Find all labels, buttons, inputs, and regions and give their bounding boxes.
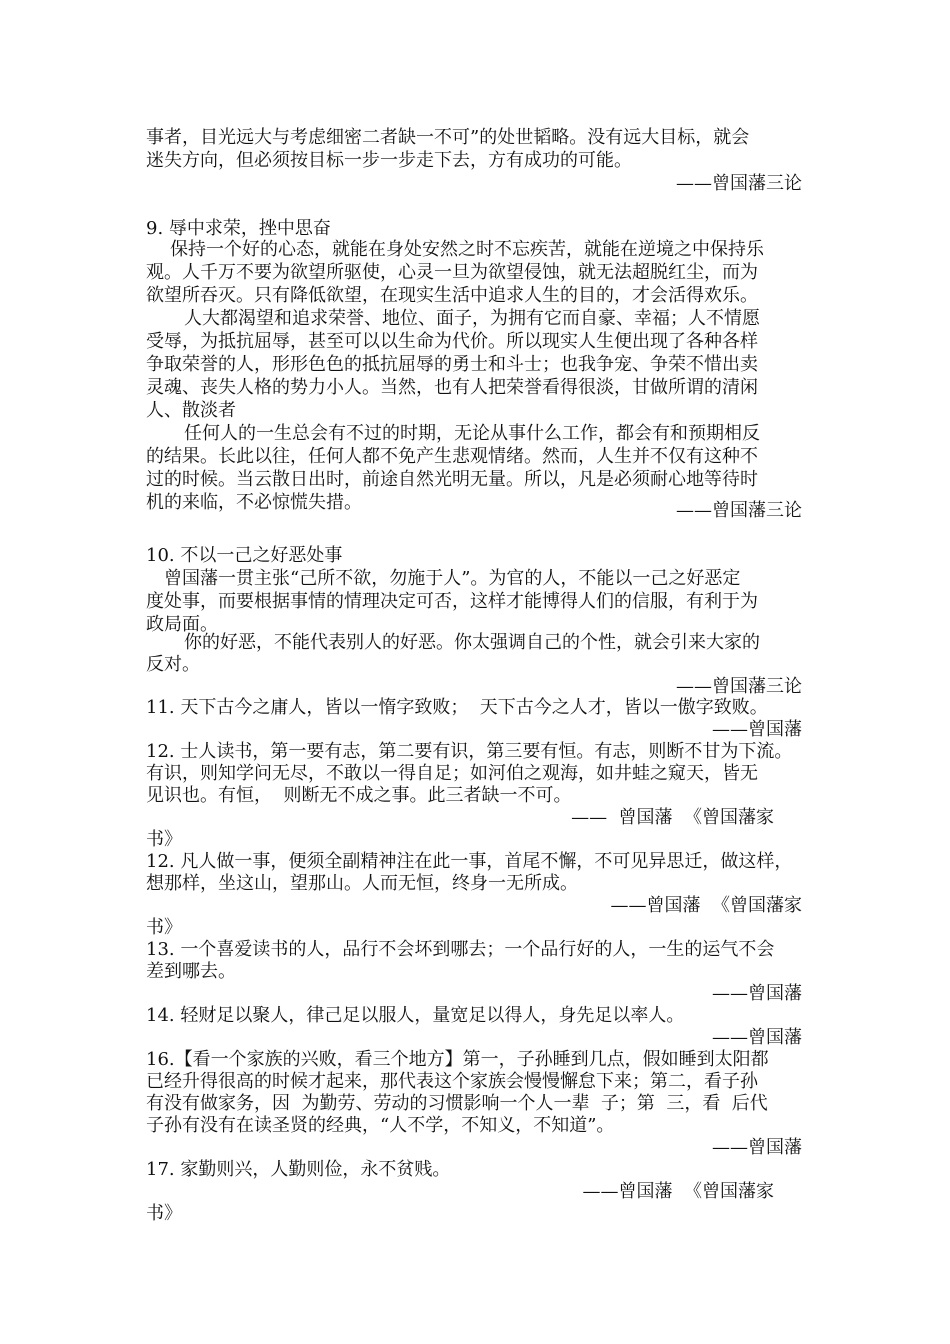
s11-line-1: 11. 天下古今之庸人，皆以一惰字致败； 天下古今之人才，皆以一傲字致败。	[146, 697, 768, 718]
s16-line-1: 16.【看一个家族的兴败，看三个地方】第一，子孙睡到几点，假如睡到太阳都	[146, 1049, 769, 1070]
s16-line-3: 有没有做家务，因 为勤劳、劳动的习惯影响一个人一辈 子；第 三，看 后代	[146, 1093, 768, 1114]
s9-p2-line-4: 灵魂、丧失人格的势力小人。当然，也有人把荣誉看得很淡，甘做所谓的清闲	[146, 377, 758, 398]
s9-p1-line-2: 观。人千万不要为欲望所驱使，心灵一旦为欲望侵蚀，就无法超脱红尘，而为	[146, 262, 758, 283]
s9-p3-line-2: 的结果。长此以往，任何人都不免产生悲观情绪。然而，人生并不仅有这种不	[146, 446, 758, 467]
s17-attribution-cont: 书》	[146, 1203, 182, 1224]
s12a-line-3: 见识也。有恒， 则断无不成之事。此三者缺一不可。	[146, 785, 572, 806]
s12b-line-2: 想那样，坐这山，望那山。人而无恒，终身一无所成。	[146, 873, 578, 894]
s12b-line-1: 12. 凡人做一事，便须全副精神注在此一事，首尾不懈，不可见异思迁，做这样，	[146, 851, 793, 872]
s8-line-1: 事者，目光远大与考虑细密二者缺一不可”的处世韬略。没有远大目标，就会	[146, 127, 750, 148]
s16-attribution: ——曾国藩	[712, 1137, 802, 1158]
s10-title: 10. 不以一己之好恶处事	[146, 545, 343, 566]
s10-attribution: ——曾国藩三论	[676, 676, 802, 697]
s9-p2-line-5: 人、散淡者	[146, 400, 236, 421]
s9-p1-line-3: 欲望所吞灭。只有降低欲望，在现实生活中追求人生的目的，才会活得欢乐。	[146, 285, 758, 306]
s9-p2-line-1: 人大都渴望和追求荣誉、地位、面子，为拥有它而自豪、幸福；人不情愿	[184, 308, 760, 329]
s10-p1-line-3: 政局面。	[146, 614, 218, 635]
s12b-attribution: ——曾国藩 《曾国藩家	[610, 895, 802, 916]
s13-line-1: 13. 一个喜爱读书的人，品行不会坏到哪去；一个品行好的人，一生的运气不会	[146, 939, 775, 960]
s10-p1-line-1: 曾国藩一贯主张“己所不欲，勿施于人”。为官的人，不能以一己之好恶定	[164, 568, 741, 589]
s9-p3-line-3: 过的时候。当云散日出时，前途自然光明无量。所以，凡是必须耐心地等待时	[146, 469, 758, 490]
s9-title: 9. 辱中求荣，挫中思奋	[146, 218, 331, 239]
s13-attribution: ——曾国藩	[712, 983, 802, 1004]
s16-line-2: 已经升得很高的时候才起来，那代表这个家族会慢慢懈怠下来；第二，看子孙	[146, 1071, 758, 1092]
s12a-line-2: 有识，则知学问无尽，不敢以一得自足；如河伯之观海，如井蛙之窥天，皆无	[146, 763, 758, 784]
s9-p1-line-1: 保持一个好的心态，就能在身处安然之时不忘疾苦，就能在逆境之中保持乐	[170, 239, 764, 260]
s8-line-2: 迷失方向，但必须按目标一步一步走下去，方有成功的可能。	[146, 150, 632, 171]
s17-line-1: 17. 家勤则兴，人勤则俭，永不贫贱。	[146, 1159, 451, 1180]
s14-line-1: 14. 轻财足以聚人，律己足以服人，量宽足以得人，身先足以率人。	[146, 1005, 685, 1026]
s11-attribution: ——曾国藩	[712, 719, 802, 740]
s12a-attribution-cont: 书》	[146, 829, 182, 850]
s10-p1-line-2: 度处事，而要根据事情的情理决定可否，这样才能博得人们的信服，有利于为	[146, 591, 758, 612]
s16-line-4: 子孙有没有在读圣贤的经典，“人不学，不知义，不知道”。	[146, 1115, 615, 1136]
s14-attribution: ——曾国藩	[712, 1027, 802, 1048]
s9-attribution: ——曾国藩三论	[676, 500, 802, 521]
s8-attribution: ——曾国藩三论	[676, 173, 802, 194]
s9-p2-line-3: 争取荣誉的人，形形色色的抵抗屈辱的勇士和斗士；也我争宠、争荣不惜出卖	[146, 354, 758, 375]
s12a-line-1: 12. 士人读书，第一要有志，第二要有识，第三要有恒。有志，则断不甘为下流。	[146, 741, 793, 762]
s10-p2-line-1: 你的好恶，不能代表别人的好恶。你太强调自己的个性，就会引来大家的	[184, 632, 760, 653]
s13-line-2: 差到哪去。	[146, 961, 236, 982]
s10-p2-line-2: 反对。	[146, 654, 200, 675]
s12b-attribution-cont: 书》	[146, 917, 182, 938]
s9-p3-line-1: 任何人的一生总会有不过的时期，无论从事什么工作，都会有和预期相反	[184, 423, 760, 444]
s17-attribution: ——曾国藩 《曾国藩家	[582, 1181, 774, 1202]
s12a-attribution: —— 曾国藩 《曾国藩家	[571, 807, 774, 828]
s9-p2-line-2: 受辱，为抵抗屈辱，甚至可以以生命为代价。所以现实人生便出现了各种各样	[146, 331, 758, 352]
s9-p3-line-4: 机的来临，不必惊慌失措。	[146, 492, 362, 513]
